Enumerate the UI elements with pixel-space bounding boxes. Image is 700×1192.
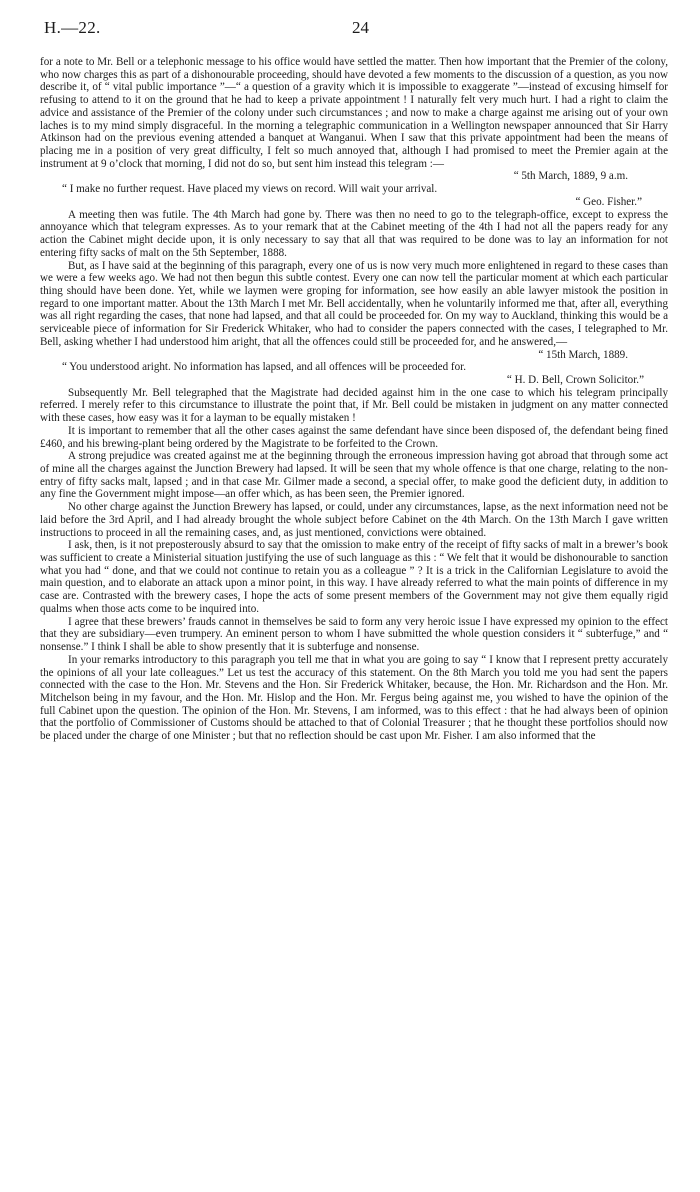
paragraph: I ask, then, is it not preposterously absurd to say that the omission to make entry of the receipt of fifty sacks of malt in a brewer’s book was sufficient to create a Ministerial situation justifying the use of such language as this : “ We felt that it would be dishonourable to sanction what you had “ done, and that we could not continue to retain you as a colleague ” ? It is a trick in the Californian Legislature to avoid the main question, and to elaborate an attack upon a minor point, in this way. I have already referred to what the main points of difference in my case are. Contrasted with the brewery cases, I hope the acts of some present members of the Government may not give them equally rigid qualms when those acts come to be inquired into.	[40, 539, 668, 615]
paragraph: I agree that these brewers’ frauds cannot in themselves be said to form any very heroic issue I have expressed my opinion to the effect that they are subsidiary—even trumpery. An eminent person to whom I have submitted the whole question considers it “ subterfuge,” and “ nonsense.” I think I shall be able to show presently that it is subterfuge and nonsense.	[40, 615, 668, 654]
telegram-signature: “ Geo. Fisher.”	[575, 195, 642, 208]
report-reference: H.—22.	[44, 18, 101, 37]
paragraph: But, as I have said at the beginning of this paragraph, every one of us is now very much more enlightened in regard to these cases than we were a few weeks ago. We had not then begun this subtle contest. Every one can now tell the particular moment at which each particular thing should have been done. Yet, while we laymen were groping for information, see how easily an able lawyer mistook the position in regard to one important matter. About the 13th March I met Mr. Bell accidentally, when he voluntarily informed me that, after all, everything was all right regarding the cases, that none had lapsed, and that all could be proceeded for. On my way to Auckland, thinking this would be a serviceable piece of information for Sir Frederick Whitaker, who had to consider the papers connected with the cases, I telegraphed to Mr. Bell, asking whether I had understood him aright, that all the offences could still be proceeded for, and he answered,—	[40, 259, 668, 348]
paragraph: for a note to Mr. Bell or a telephonic message to his office would have settled the matter. Then how important that the Premier of the colony, who now charges this as part of a dishonourable proceeding, should have devoted a few moments to the discussion of a question, as you now describe it, of “ vital public importance ”—“ a question of a gravity which it is impossible to exaggerate ”—instead of excusing himself for refusing to attend to it on the ground that he had to keep a private appointment ! I naturally felt very much hurt. I had a right to claim the advice and assistance of the Premier of the colony under such circumstances ; and now to make a charge against me arising out of your own laches is to my mind simply disgraceful. In the morning a telegraphic communication in a Wellington newspaper announced that Sir Harry Atkinson had on the previous evening attended a banquet at Wanganui. When I saw that this private appointment had been the means of placing me in a position of very great difficulty, I felt so much annoyed that, although I had promised to meet the Premier again at the instrument at 9 o’clock that morning, I did not do so, but sent him instead this telegram :—	[40, 56, 668, 170]
paragraph: No other charge against the Junction Brewery has lapsed, or could, under any circumstances, lapse, as the next information need not be laid before the 3rd April, and I had already brought the whole subject before Cabinet on the 4th March. On the 13th March I gave written instructions to proceed in all the remaining cases, and, as just mentioned, convictions were obtained.	[40, 501, 668, 539]
paragraph: It is important to remember that all the other cases against the same defendant have since been disposed of, the defendant being fined £460, and his brewing-plant being ordered by the Magistrate to be forfeited to the Crown.	[40, 424, 668, 450]
paragraph: A meeting then was futile. The 4th March had gone by. There was then no need to go to the telegraph-office, except to express the annoyance which that telegram expresses. As to your remark that at the Cabinet meeting of the 4th I had not all the papers ready for any action the Cabinet might decide upon, it is only necessary to say that all that was required to be done was to lay an information for not entering fifty sacks of malt on the 5th September, 1888.	[40, 208, 668, 259]
document-body	[40, 56, 668, 743]
telegram-text: “ I make no further request. Have placed my views on record. Will wait your arrival.	[62, 183, 438, 196]
telegram-text: “ You understood aright. No information has lapsed, and all offences will be proceeded for.	[62, 361, 466, 374]
telegram-date: “ 15th March, 1889.	[538, 348, 628, 361]
page-header	[44, 18, 660, 42]
paragraph: A strong prejudice was created against me at the beginning through the erroneous impression having got abroad that through some act of mine all the charges against the Junction Brewery had lapsed. It will be seen that my whole offence is that one charge, relating to the non-entry of fifty sacks malt, lapsed ; and in that case Mr. Gilmer made a second, a special offer, to make good the deficient duty, in addition to any fine the Government might impose—an offer which, as has been seen, the Premier ignored.	[40, 450, 668, 501]
page-number: 24	[352, 18, 369, 37]
paragraph: In your remarks introductory to this paragraph you tell me that in what you are going to say “ I know that I represent pretty accurately the opinions of all your late colleagues.” Let us test the accuracy of this statement. On the 8th March you told me you had sent the papers connected with the case to the Hon. Mr. Stevens and the Hon. Sir Frederick Whitaker, because, the Hon. Mr. Richardson and the Hon. Mr. Mitchelson being in my favour, and the Hon. Mr. Hislop and the Hon. Mr. Fergus being against me, you wished to have the opinion of the full Cabinet upon the question. The opinion of the Hon. Mr. Stevens, I am informed, was to this effect : that he had always been of opinion that the portfolio of Commissioner of Customs should be attached to that of Colonial Treasurer ; that he thought these portfolios should now be placed under the charge of one Minister ; but that no reflection should be cast upon Mr. Fisher. I am also informed that the	[40, 653, 668, 743]
paragraph: Subsequently Mr. Bell telegraphed that the Magistrate had decided against him in the one case to which his telegram principally referred. I merely refer to this circumstance to illustrate the point that, if Mr. Bell could be mistaken in judgment on any matter connected with these cases, how easy was it for a layman to be equally mistaken !	[40, 386, 668, 425]
telegram-date: “ 5th March, 1889, 9 a.m.	[513, 170, 628, 183]
telegram-signature: “ H. D. Bell, Crown Solicitor.”	[506, 373, 644, 386]
